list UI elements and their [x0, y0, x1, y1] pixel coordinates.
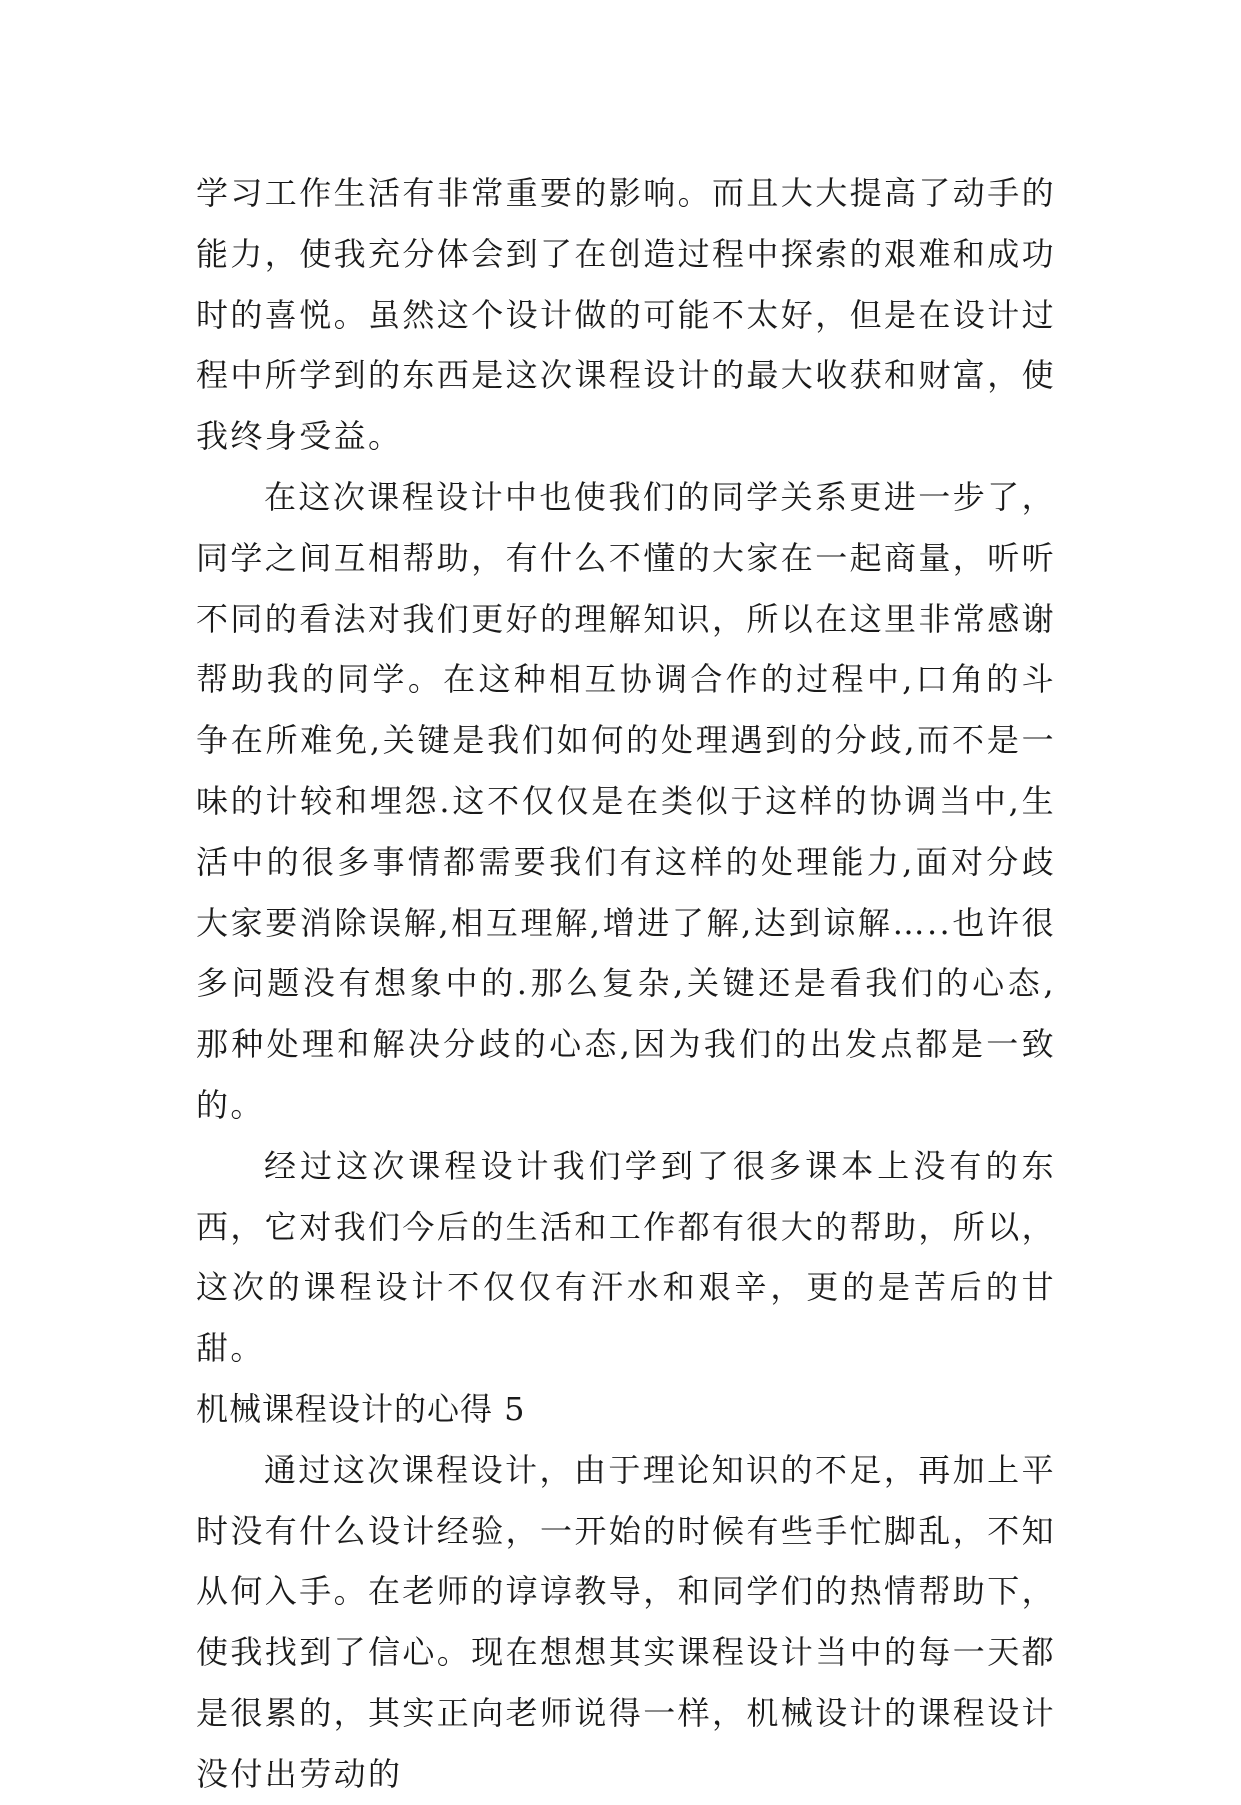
paragraph-continuation: 学习工作生活有非常重要的影响。而且大大提高了动手的能力，使我充分体会到了在创造过程中探索的艰难和成功时的喜悦。虽然这个设计做的可能不太好，但是在设计过程中所学到的东西是这次课程设计的最大收获和财富，使我终身受益。 [196, 174, 1057, 456]
paragraph-classmate-relations: 在这次课程设计中也使我们的同学关系更进一步了，同学之间互相帮助，有什么不懂的大家在一起商量，听听不同的看法对我们更好的理解知识，所以在这里非常感谢帮助我的同学。在这种相互协调合作的过程中,口角的斗争在所难免,关键是我们如何的处理遇到的分歧,而不是一味的计较和埋怨.这不仅仅是在类似于这样的协调当中,生活中的很多事情都需要我们有这样的处理能力,面对分歧大家要消除误解,相互理解,增进了解,达到谅解…..也许很多问题没有想象中的.那么复杂,关键还是看我们的心态,那种处理和解决分歧的心态,因为我们的出发点都是一致的。 [196, 477, 1057, 1124]
paragraph-section-intro: 通过这次课程设计，由于理论知识的不足，再加上平时没有什么设计经验，一开始的时候有些手忙脚乱，不知从何入手。在老师的谆谆教导，和同学们的热情帮助下，使我找到了信心。现在想想其实课程设计当中的每一天都是很累的，其实正向老师说得一样，机械设计的课程设计没付出劳动的 [196, 1450, 1057, 1793]
paragraph-lessons-learned: 经过这次课程设计我们学到了很多课本上没有的东西，它对我们今后的生活和工作都有很大的帮助，所以，这次的课程设计不仅仅有汗水和艰辛，更的是苦后的甘甜。 [196, 1146, 1057, 1368]
document-body [196, 163, 1056, 1805]
section-heading: 机械课程设计的心得 5 [196, 1389, 526, 1428]
